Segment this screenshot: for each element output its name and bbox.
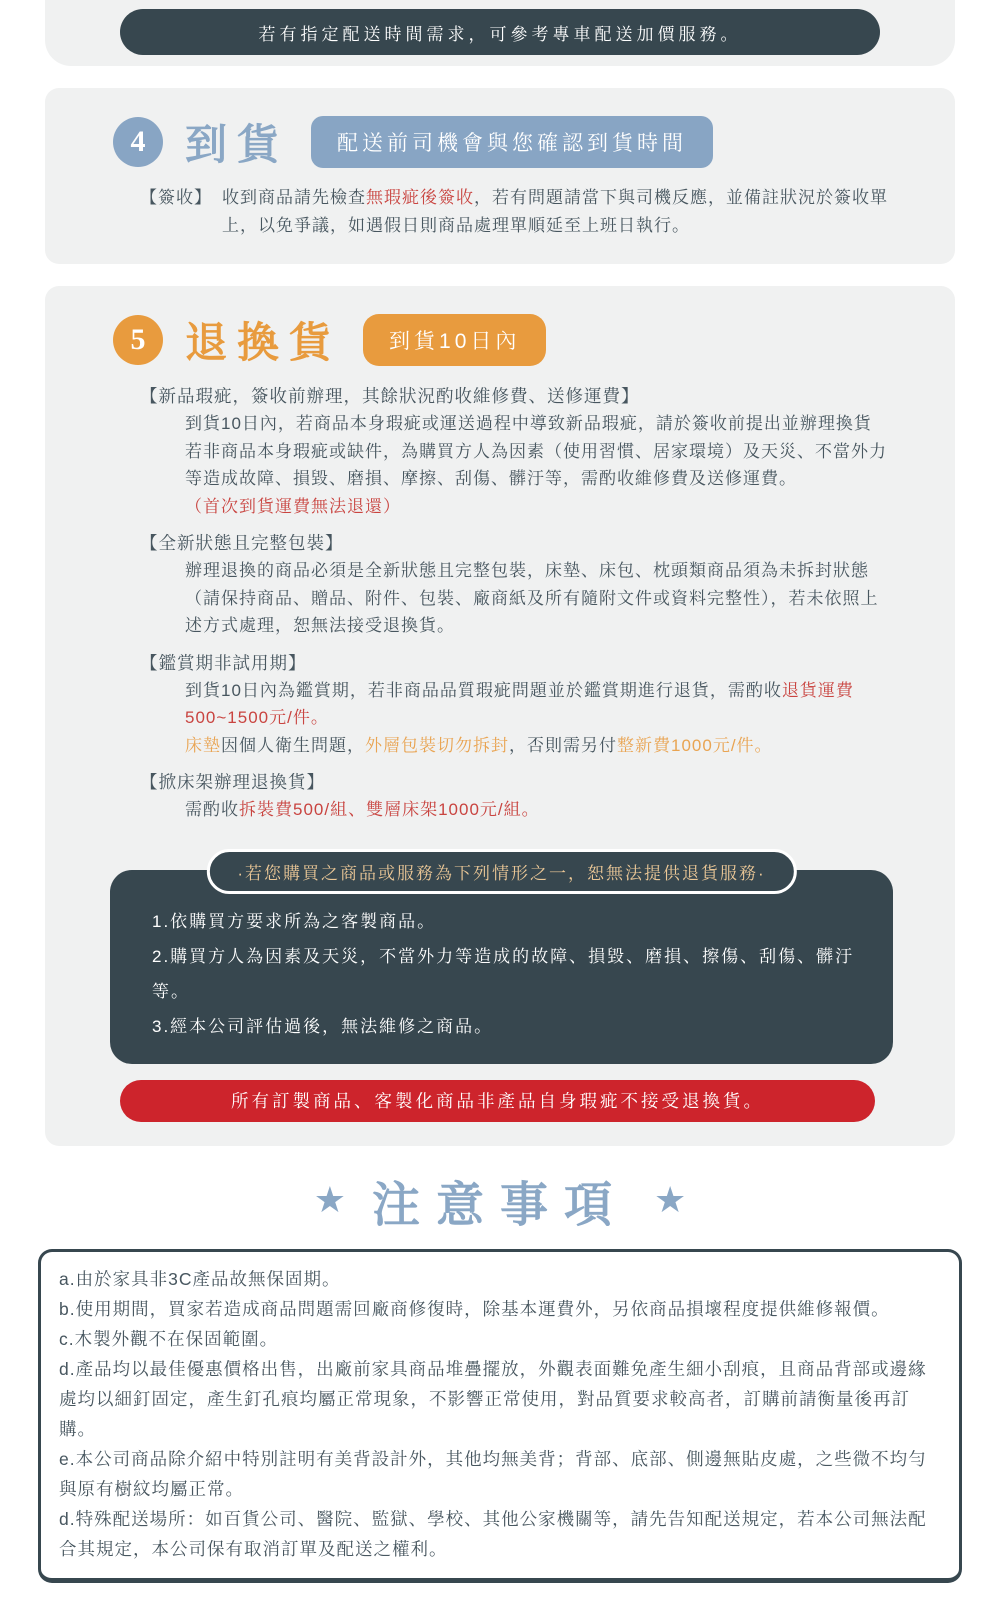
block2-line1: 辦理退換的商品必須是全新狀態且完整包裝，床墊、床包、枕頭類商品須為未拆封狀態 [185, 561, 869, 580]
step-number-badge [113, 315, 163, 365]
block2-line3: 述方式處理，恕無法接受退換貨。 [185, 616, 455, 635]
step-number: 5 [130, 323, 146, 356]
block3-line2-red: 500~1500元/件。 [185, 708, 329, 727]
no-return-conditions-box [110, 863, 893, 1064]
delivery-time-banner [120, 9, 880, 55]
block3-line1 [85, 677, 915, 705]
section-arrival-title: 到貨 [185, 123, 290, 169]
block3-line3 [85, 732, 915, 760]
section-return-header [85, 310, 915, 370]
section-return-badge: 到貨10日內 [363, 314, 546, 366]
sign-content [222, 184, 915, 240]
block1-line2: 若非商品本身瑕疵或缺件，為購買方人為因素（使用習慣、居家環境）及天災、不當外力 [185, 441, 887, 461]
block1-heading: 【新品瑕疵，簽收前辦理，其餘狀況酌收維修費、送修運費】 [140, 386, 640, 406]
block3-line3-orange2: 外層包裝切勿拆封 [365, 735, 509, 755]
section-return-title: 退換貨 [185, 321, 342, 367]
block1-line4-red: （首次到貨運費無法退還） [185, 496, 401, 516]
top-gray-band [45, 0, 955, 66]
note-item-d2: d.特殊配送場所：如百貨公司、醫院、監獄、學校、其他公家機關等，請先告知配送規定，若本公司無法配合其規定，本公司保有取消訂單及配送之權利。 [59, 1508, 927, 1559]
block3-line3-text2: ，否則需另付 [509, 735, 617, 755]
notes-box [38, 1249, 962, 1583]
sign-label: 【簽收】 [140, 188, 212, 207]
note-item-e: e.本公司商品除介紹中特別註明有美背設計外，其他均無美背；背部、底部、側邊無貼皮處，之些微不均勻與原有樹紋均屬正常。 [59, 1448, 927, 1499]
notice-title: 注意事項 [371, 1178, 628, 1232]
block3-line3-orange3: 整新費1000元/件。 [617, 735, 773, 755]
block3-heading: 【鑑賞期非試用期】 [140, 652, 307, 673]
section-arrival-card [45, 88, 955, 264]
star-icon: ★ [313, 1179, 346, 1220]
block4-line1-red: 拆裝費500/組、雙層床架1000元/組。 [239, 800, 540, 819]
step-number-badge [113, 117, 163, 167]
sign-paragraph [85, 184, 915, 240]
no-return-item-3: 3.經本公司評估過後，無法維修之商品。 [152, 1016, 494, 1036]
note-item-b: b.使用期間，買家若造成商品問題需回廠商修復時，除基本運費外，另依商品損壞程度提供維修報價。 [59, 1298, 890, 1319]
block3-line1-text: 到貨10日內為鑑賞期，若非商品品質瑕疵問題並於鑑賞期進行退貨，需酌收 [185, 680, 782, 700]
block4-line1-text: 需酌收 [185, 800, 239, 819]
block1-line3: 等造成故障、損毀、磨損、摩擦、刮傷、髒汙等，需酌收維修費及送修運費。 [185, 469, 797, 488]
star-icon: ★ [654, 1179, 687, 1220]
no-return-item-2: 2.購買方人為因素及天災，不當外力等造成的故障、損毀、磨損、擦傷、刮傷、髒汙等。 [152, 946, 855, 1001]
sign-text-post: ，若有問題請當下與司機反應，並備註狀況於簽收單上，以免爭議，如遇假日則商品處理單順延至上班日執行。 [222, 188, 888, 235]
block2-heading: 【全新狀態且完整包裝】 [140, 533, 344, 553]
no-return-item-1: 1.依購買方要求所為之客製商品。 [152, 911, 437, 931]
note-item-a: a.由於家具非3C產品故無保固期。 [59, 1268, 341, 1289]
custom-product-banner [120, 1080, 875, 1122]
section-arrival-header [85, 112, 915, 172]
block3-line1-red: 退貨運費 [781, 680, 854, 700]
block3-line3-text1: 因個人衛生問題， [221, 735, 365, 755]
section-arrival-badge: 配送前司機會與您確認到貨時間 [311, 116, 713, 168]
delivery-time-banner-text: 若有指定配送時間需求，可參考專車配送加價服務。 [258, 24, 742, 44]
block1-line1: 到貨10日內，若商品本身瑕疵或運送過程中導致新品瑕疵，請於簽收前提出並辦理換貨 [185, 414, 872, 433]
section-return-card [45, 286, 955, 1146]
note-item-d: d.產品均以最佳優惠價格出售，出廠前家具商品堆疊擺放，外觀表面難免產生細小刮痕，且商品背部或邊緣處均以細釘固定，產生釘孔痕均屬正常現象，不影響正常使用，對品質要求較高者，訂購前請衡量後再訂購。 [59, 1358, 927, 1439]
no-return-conditions-pill: ·若您購買之商品或服務為下列情形之一，恕無法提供退貨服務· [206, 849, 796, 894]
block4-line1 [85, 796, 915, 824]
custom-product-banner-text: 所有訂製商品、客製化商品非產品自身瑕疵不接受退換貨。 [231, 1091, 764, 1111]
block2-line2: （請保持商品、贈品、附件、包裝、廠商紙及所有隨附文件或資料完整性），若未依照上 [185, 588, 879, 608]
step-number: 4 [130, 125, 146, 158]
sign-text-pre: 收到商品請先檢查 [222, 188, 366, 207]
note-item-c: c.木製外觀不在保固範圍。 [59, 1328, 279, 1349]
block3-line3-orange1: 床墊 [185, 735, 221, 755]
notice-heading [0, 1166, 1000, 1235]
sign-text-red: 無瑕疵後簽收 [366, 188, 474, 207]
block4-heading: 【掀床架辦理退換貨】 [140, 772, 325, 792]
